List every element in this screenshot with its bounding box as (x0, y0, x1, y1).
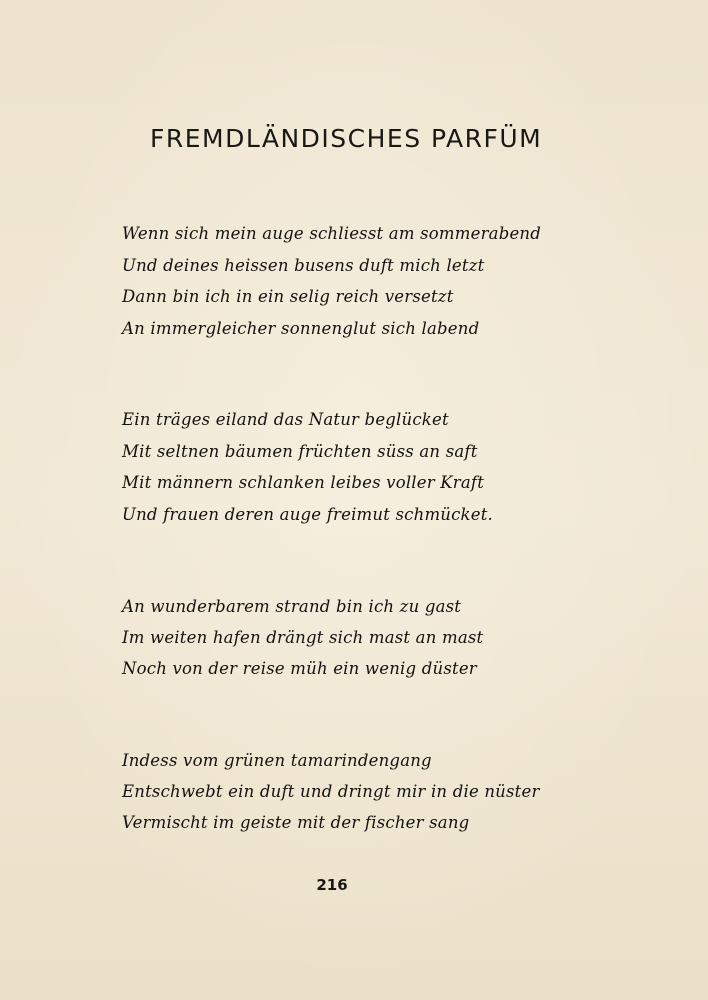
verse-line: Dann bin ich in ein selig reich versetzt (122, 287, 454, 306)
verse-line: An immergleicher sonnenglut sich labend (122, 318, 480, 338)
verse-line: An wunderbarem strand bin ich zu gast (122, 597, 462, 616)
verse-line: Indess vom grünen tamarindengang (122, 751, 432, 770)
verse-line: Vermischt im geiste mit der fischer sang (122, 813, 470, 832)
stanza-1 (122, 218, 562, 344)
verse-line: Mit männern schlanken leibes voller Kraft (122, 473, 485, 492)
page-number: 216 (316, 876, 348, 894)
verse-line: Im weiten hafen drängt sich mast an mast (122, 628, 484, 647)
verse-line: Entschwebt ein duft und dringt mir in die nüster (122, 782, 540, 801)
verse-line: Ein träges eiland das Natur beglücket (122, 410, 449, 429)
poem-title: FREMDLÄNDISCHES PARFÜM (150, 124, 543, 153)
verse-line: Wenn sich mein auge schliesst am sommerabend (122, 224, 542, 243)
verse-line: Und deines heissen busens duft mich letzt (122, 255, 485, 275)
verse-line: Noch von der reise müh ein wenig düster (122, 659, 477, 678)
stanza-2 (122, 404, 562, 530)
stanza-3 (122, 591, 562, 684)
verse-line: Mit seltnen bäumen früchten süss an saft (122, 441, 478, 461)
verse-line: Und frauen deren auge freimut schmücket. (122, 504, 493, 524)
stanza-4 (122, 745, 562, 838)
